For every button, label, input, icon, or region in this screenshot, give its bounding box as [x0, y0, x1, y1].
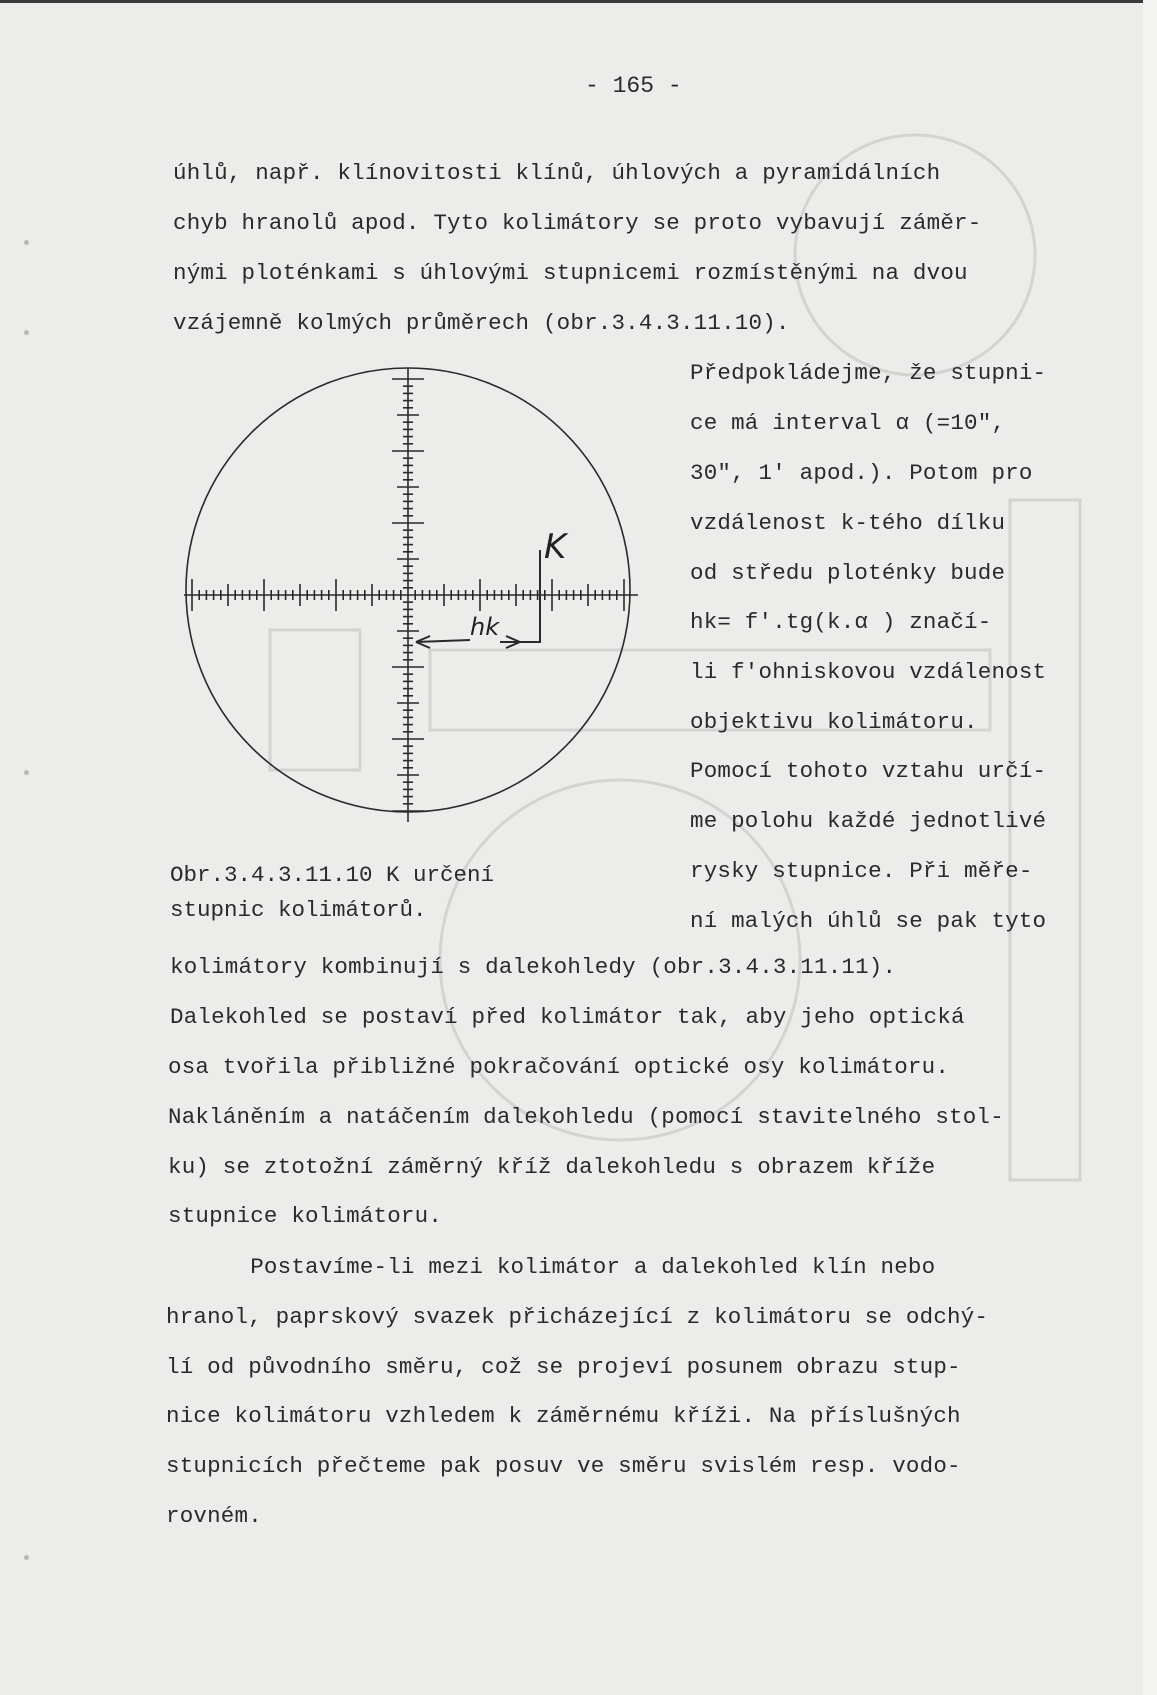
k-marker-line [500, 550, 540, 642]
bottom-paragraph-line: Dalekohled se postaví před kolimátor tak, aby jeho optická [170, 1004, 965, 1030]
page-number: - 165 - [585, 73, 682, 99]
top-paragraph-line: úhlů, např. klínovitosti klínů, úhlových a pyramidálních [173, 160, 941, 186]
side-paragraph-line: ce má interval α (=10", [690, 410, 1006, 436]
bottom-paragraph-line: stupnice kolimátoru. [168, 1203, 443, 1229]
side-paragraph-line: hk= f'.tg(k.α ) značí- [690, 609, 992, 635]
side-paragraph-line: ní malých úhlů se pak tyto [690, 908, 1047, 934]
top-paragraph-line: chyb hranolů apod. Tyto kolimátory se proto vybavují záměr- [173, 210, 982, 236]
bottom-paragraph-line: osa tvořila přibližné pokračování optické osy kolimátoru. [168, 1054, 950, 1080]
side-paragraph-line: Pomocí tohoto vztahu určí- [690, 758, 1047, 784]
punch-hole-mark [24, 1555, 29, 1560]
figure-caption-line: Obr.3.4.3.11.10 K určení [170, 862, 495, 888]
punch-hole-mark [24, 330, 29, 335]
top-paragraph-line: nými ploténkami s úhlovými stupnicemi rozmístěnými na dvou [173, 260, 968, 286]
final-paragraph-line: stupnicích přečteme pak posuv ve směru svislém resp. vodo- [166, 1453, 961, 1479]
top-paragraph-line: vzájemně kolmých průměrech (obr.3.4.3.11.10). [173, 310, 790, 336]
reticle-figure [180, 360, 640, 830]
side-paragraph-line: rysky stupnice. Při měře- [690, 858, 1033, 884]
final-paragraph-line: nice kolimátoru vzhledem k záměrnému kříži. Na příslušných [166, 1403, 961, 1429]
final-paragraph-line: rovném. [166, 1503, 262, 1529]
label-k: K [544, 527, 567, 567]
side-paragraph-line: li f'ohniskovou vzdálenost [690, 659, 1047, 685]
side-paragraph-line: Předpokládejme, že stupni- [690, 360, 1047, 386]
punch-hole-mark [24, 770, 29, 775]
side-paragraph-line: od středu ploténky bude [690, 560, 1006, 586]
bottom-paragraph-line: ku) se ztotožní záměrný kříž dalekohledu s obrazem kříže [168, 1154, 936, 1180]
page-right-edge [1143, 0, 1157, 1695]
figure-caption-line: stupnic kolimátorů. [170, 897, 427, 923]
final-paragraph-line: Postavíme-li mezi kolimátor a dalekohled klín nebo [168, 1254, 936, 1280]
side-paragraph-line: vzdálenost k-tého dílku [690, 510, 1006, 536]
punch-hole-mark [24, 240, 29, 245]
final-paragraph-line: lí od původního směru, což se projeví posunem obrazu stup- [166, 1354, 961, 1380]
side-paragraph-line: me polohu každé jednotlivé [690, 808, 1047, 834]
final-paragraph-line: hranol, paprskový svazek přicházející z kolimátoru se odchý- [166, 1304, 989, 1330]
side-paragraph-line: 30", 1' apod.). Potom pro [690, 460, 1033, 486]
label-hk: hk [470, 613, 500, 641]
hk-arrow-left [416, 640, 470, 642]
bottom-paragraph-line: kolimátory kombinují s dalekohledy (obr.3.4.3.11.11). [170, 954, 897, 980]
page-top-edge [0, 0, 1157, 3]
bottom-paragraph-line: Nakláněním a natáčením dalekohledu (pomocí stavitelného stol- [168, 1104, 1004, 1130]
side-paragraph-line: objektivu kolimátoru. [690, 709, 978, 735]
